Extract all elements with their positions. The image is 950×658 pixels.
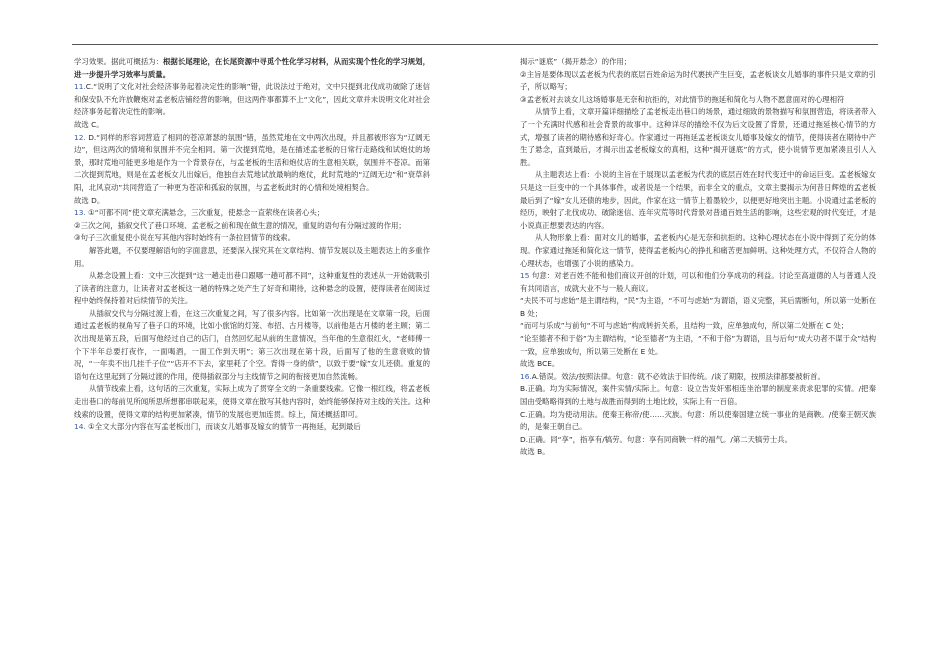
q11-number: 11. <box>74 82 86 92</box>
q15-paragraph <box>520 270 876 295</box>
q12-number: 12. <box>74 132 86 142</box>
analysis-paragraph-3: 从插叙交代与分隔过渡上看，在这三次重复之间，写了很多内容。比如第一次出现是在文章第一段，后面通过孟老板的视角写了巷子口的环境，比如小旅馆的灯笼、布招、古月楼等，以前他是古月楼的老主顾；第二次出现是第五段，后面写他经过自己的店门，自然回忆起从前的生意情况，当年他的生意很红火，“老师傅一个下半年总要打夜作，一面喝酒，一面工作到天明”；第三次出现在第十段，后面写了他的生意衰败的情况，“一年卖不出几挂千子位”“店开不下去，家里耗了个空。背得一身的债”，以致于要“嫁”女儿还债。重复的语句在这里起到了分隔过渡的作用，使得插叙部分与主线情节之间的衔接更加自然流畅。 <box>74 308 430 381</box>
q11-text: C.“说明了文化对社会经济事务起着决定性的影响”错，此说法过于绝对，文中只提到北伐成功破除了迷信和保安队不允许放鞭炮对孟老板店铺经营的影响，但这两件事都算不上“文化”，因此文章并未说明文化对社会经济事务起着决定性的影响。 <box>74 82 430 117</box>
q16-option-d: D.正确。同“享”，指享有/犒劳。句意：享有同商鞅一样的福气。/第二天犒劳士兵。 <box>520 434 792 444</box>
q14-cont-2: ②主旨是要体现以孟老板为代表的底层百姓命运为时代裹挟产生巨变，孟老板谈女儿婚事的事件只是文章的引子，所以略写； <box>520 69 876 92</box>
q15-text: 句意：对老百姓不能和他们商议开创的计划，可以和他们分享成功的利益。讨论至高道德的人与普通人没有共同语言，成就大业不与一般人商议。 <box>520 271 876 293</box>
analysis-paragraph-1: 解答此题，不仅要理解语句的字面意思，还要深入探究其在文章结构、情节发展以及主题表达上的多重作用。 <box>74 245 430 268</box>
q11-answer: 故选 C。 <box>74 119 104 129</box>
analysis-paragraph-2: 从悬念设置上看：文中三次提到“这一趟走出巷口跟哪一趟可都不同”，这种重复性的表述从一开始就吸引了读者的注意力，让读者对孟老板这一趟的特殊之处产生了好奇和期待，这种悬念的设置，使得读者在阅读过程中始终保持着对后续情节的关注。 <box>74 271 430 306</box>
q14-cont-1: 揭示“谜底”（揭开悬念）的作用； <box>520 57 632 66</box>
q14-cont-3: ③孟老板对去谈女儿这场婚事是无奈和抗拒的，对此情节的拖延和简化与人物不愿意面对的心理相符 <box>520 94 845 104</box>
q16-option-b: B.正确。均为实际情况，案件实情/实际上。句意：设立告发奸邪相连坐治罪的制度来责求犯罪的实情。/把秦国由受略略得到的土地与战胜而得到的土地比较，实际上有一百倍。 <box>520 384 876 407</box>
header-rule <box>72 44 878 45</box>
q16-a-text: A.错误。效法/按照法律。句意：就不必效法于旧传统。/谈了期限，按照法律都要被斩首。 <box>531 371 825 381</box>
q15-number: 15 <box>520 271 530 281</box>
q13-point-1: ①“可都不同”使文章充满悬念，三次重复，使悬念一直萦绕在读者心头； <box>88 208 325 218</box>
q14-number: 14. <box>74 422 86 432</box>
analysis-paragraph-5: 从情节上看，文章开篇详细描绘了孟老板走出巷口的场景，通过细致的景物描写和氛围营造，将读者带入了一个充满时代感和社会背景的故事中。这种详尽的描绘不仅为后文设置了背景，还通过拖延核心情节的方式，增强了读者的期待感和好奇心。作家通过一再拖延孟老板谈女儿婚事及嫁女的情节，使得读者在期待中产生了悬念，直到最后，才揭示出孟老板嫁女的真相，这种“揭开谜底”的方式，使小说情节更加紧凑且引人入胜。 <box>520 107 876 167</box>
q15-answer: 故选 BCE。 <box>520 359 560 369</box>
q16-option-c: C.正确。均为使动用法。使秦王称帝/使……灭族。句意：所以使秦国建立统一事业的是商鞅。/使秦王朝灭族的，是秦王朝自己。 <box>520 409 876 432</box>
q16-answer: 故选 B。 <box>520 447 550 457</box>
q15-break-c: “论至德者不和于俗”为主谓结构，“论至德者”为主语，“不和于俗”为谓语，且与后句“成大功者不谋于众”结构一致，应单独成句，所以第三处断在 E 处。 <box>520 334 876 356</box>
q13-line-1 <box>74 207 430 220</box>
analysis-paragraph-7: 从人物形象上看：面对女儿的婚事，孟老板内心是无奈和抗拒的。这种心理状态在小说中得到了充分的体现。作家通过拖延和简化这一情节，使得孟老板内心的挣扎和痛苦更加鲜明。这种处理方式，不仅符合人物的心理状态，也增强了小说的感染力。 <box>520 233 876 268</box>
intro-text: 学习效果。据此可概括为： <box>74 57 163 66</box>
q12-answer: 故选 D。 <box>74 195 105 205</box>
q13-number: 13. <box>74 208 86 218</box>
left-column <box>74 56 430 434</box>
q15-break-a: “夫民不可与虑始”是主谓结构，“民”为主语，“不可与虑始”为谓语，语义完整，其后需断句，所以第一处断在 B 处； <box>520 296 876 318</box>
q14-text: ①全文大部分内容在写孟老板出门，而谈女儿婚事及嫁女的情节一再拖延，起到最后 <box>88 422 361 432</box>
q16-number: 16. <box>520 371 532 381</box>
analysis-paragraph-4: 从情节线索上看，这句话的三次重复，实际上成为了贯穿全文的一条重要线索。它像一根红线，将孟老板走出巷口的每前见所闻所思所想都串联起来，使得文章在散写其他内容时，始终能够保持对主线的关注。这种线索的设置，使得文章的结构更加紧凑，情节的发展也更加连贯。综上，简述概括即可。 <box>74 384 430 419</box>
q14-paragraph <box>74 421 430 434</box>
q12-paragraph <box>74 132 430 195</box>
analysis-paragraph-6: 从主题表达上看：小说的主旨在于展现以孟老板为代表的底层百姓在时代变迁中的命运巨变。孟老板嫁女只是这一巨变中的一个具体事件，或者说是一个结果，而非全文的重点，文章主要揭示为何昔日辉煌的孟老板最后到了“嫁”女儿还债的地步，因此，作家在这一情节上着墨较少，以便更好地突出主题。小说通过孟老板的经历，映射了北伐成功、破除迷信、连年灾荒等时代背景对普通百姓生活的影响，这些宏观的时代变迁，才是小说真正想要表达的内容。 <box>520 170 876 230</box>
q11-paragraph <box>74 81 430 119</box>
q16-option-a <box>520 371 876 384</box>
q13-point-2: ②三次之间，插叙交代了巷口环境、孟老板之前和现在做生意的情况，重复的语句有分隔过渡的作用； <box>74 220 406 230</box>
intro-paragraph <box>74 56 430 81</box>
q13-point-3: ③句子三次重复使小说在写其他内容时始终有一条拉回情节的线索。 <box>74 233 295 243</box>
right-column <box>520 56 876 459</box>
intro-bold-text: 根据长尾理论，在长尾资源中寻觅个性化学习材料，从而实现个性化的学习规划，进一步提升学习效率与质量。 <box>74 57 430 79</box>
q15-break-b: “而可与乐成”与前句“不可与虑始”构成转折关系，且结构一致，应单独成句，所以第二处断在 C 处； <box>520 321 849 331</box>
q12-text: D.“同样的形容词营造了相同的苍凉萧瑟的氛围”错，虽然荒地在文中两次出现，并且都被形容为“辽阔无边”，但这两次的情境和氛围并不完全相同。第一次提到荒地，是在描述孟老板的日常行走路线和试炮仗的场景，那时荒地可能更多地是作为一个背景存在，与孟老板的生活和炮仗店的生意相关联，氛围并不苍凉。而第二次提到荒地，则是在孟老板女儿出嫁后，他独自去荒地试放最响的炮仗，此时荒地的“辽阔无边”和“衰草斜阳，北风哀动”共同营造了一种更为苍凉和孤寂的氛围，与孟老板此时的心情和处境相契合。 <box>74 132 430 192</box>
